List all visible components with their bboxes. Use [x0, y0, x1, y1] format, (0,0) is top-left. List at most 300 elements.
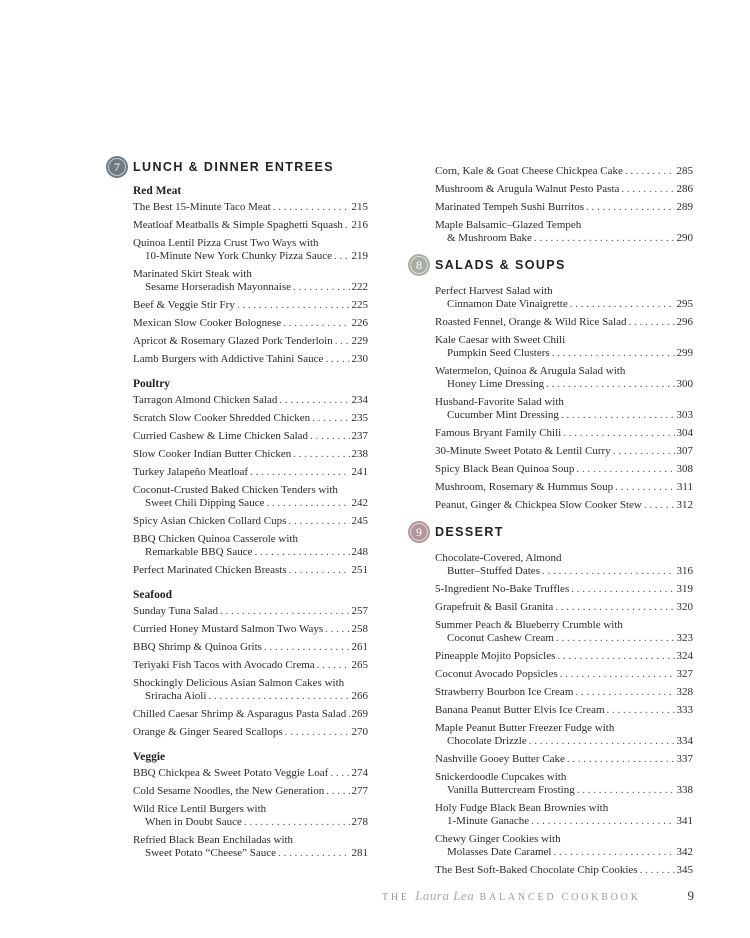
entry-page-number: 285: [676, 165, 693, 177]
entry-last-line: [133, 708, 368, 721]
entry-title-line: Curried Cashew & Lime Chicken Salad: [133, 430, 309, 442]
toc-entry: [133, 297, 368, 315]
entry-title-line: Perfect Marinated Chicken Breasts: [133, 564, 287, 576]
toc-entry: [435, 581, 693, 599]
chapter-title: DESSERT: [435, 525, 504, 539]
entry-last-line: [435, 347, 693, 360]
dot-leader: [237, 299, 350, 312]
entry-page-number: 230: [351, 353, 368, 365]
chapter-header: [408, 254, 693, 276]
entry-page-number: 258: [351, 623, 368, 635]
entry-title-line: Butter–Stuffed Dates: [447, 565, 540, 577]
entry-page-number: 328: [676, 686, 693, 698]
entry-page-number: 345: [676, 864, 693, 876]
dot-leader: [325, 623, 349, 636]
entry-page-number: 338: [676, 784, 693, 796]
entry-last-line: [435, 650, 693, 663]
toc-entry: [435, 181, 693, 199]
entry-page-number: 308: [676, 463, 693, 475]
entry-last-line: [133, 564, 368, 577]
dot-leader: [621, 183, 674, 196]
entry-title-line: 1-Minute Ganache: [447, 815, 530, 827]
dot-leader: [529, 735, 675, 748]
entry-last-line: [133, 641, 368, 654]
entry-title-line: Spicy Black Bean Quinoa Soup: [435, 463, 575, 475]
entry-last-line: [133, 546, 368, 559]
toc-entry: [133, 315, 368, 333]
toc-entry: [435, 720, 693, 751]
entry-page-number: 289: [676, 201, 693, 213]
dot-leader: [289, 564, 350, 577]
entry-last-line: [133, 317, 368, 330]
entry-page-number: 333: [676, 704, 693, 716]
entry-page-number: 234: [351, 394, 368, 406]
dot-leader: [577, 784, 675, 797]
toc-entry: [133, 783, 368, 801]
toc-entry: [435, 831, 693, 862]
section-title: Poultry: [133, 378, 171, 390]
chapter-number-badge: 7: [106, 156, 128, 178]
entry-page-number: 241: [351, 466, 368, 478]
toc-entry: [435, 497, 693, 515]
toc-entry: [133, 266, 368, 297]
entry-title-line: Beef & Veggie Stir Fry: [133, 299, 235, 311]
toc-entry: [435, 461, 693, 479]
toc-entry: [435, 800, 693, 831]
dot-leader: [273, 201, 350, 214]
entry-last-line: [133, 299, 368, 312]
entry-last-line: [435, 481, 693, 494]
entry-title-line: Molasses Date Caramel: [447, 846, 552, 858]
dot-leader: [567, 753, 675, 766]
toc-entry: [133, 801, 368, 832]
toc-entry: [133, 410, 368, 428]
dot-leader: [334, 250, 350, 263]
dot-leader: [348, 708, 349, 721]
entry-last-line: [435, 632, 693, 645]
chapter-number-badge: 9: [408, 521, 430, 543]
entry-page-number: 300: [676, 378, 693, 390]
entry-page-number: 270: [351, 726, 368, 738]
toc-entry: [435, 769, 693, 800]
entry-title-line: Summer Peach & Blueberry Crumble with: [435, 619, 623, 631]
entry-page-number: 235: [351, 412, 368, 424]
dot-leader: [264, 641, 350, 654]
entry-page-number: 245: [351, 515, 368, 527]
toc-section: [108, 185, 368, 369]
entry-last-line: [133, 353, 368, 366]
entry-title-line: Honey Lime Dressing: [447, 378, 545, 390]
entry-page-number: 341: [676, 815, 693, 827]
dot-leader: [325, 353, 349, 366]
toc-entry: [435, 283, 693, 314]
entry-last-line: [435, 846, 693, 859]
dot-leader: [552, 347, 675, 360]
toc-entry: [435, 550, 693, 581]
entry-last-line: [435, 735, 693, 748]
dot-leader: [266, 497, 349, 510]
toc-entry: [435, 394, 693, 425]
entry-page-number: 303: [676, 409, 693, 421]
entry-last-line: [133, 847, 368, 860]
entry-title-line: Chilled Caesar Shrimp & Asparagus Pasta Salad: [133, 708, 347, 720]
toc-entry: [133, 562, 368, 580]
toc-entry: [133, 333, 368, 351]
entry-page-number: 237: [351, 430, 368, 442]
dot-leader: [563, 427, 674, 440]
section-title: Seafood: [133, 589, 172, 601]
entry-page-number: 316: [676, 565, 693, 577]
toc-entry: [435, 666, 693, 684]
entry-last-line: [435, 427, 693, 440]
entry-title-line: Quinoa Lentil Pizza Crust Two Ways with: [133, 237, 319, 249]
entry-last-line: [133, 785, 368, 798]
entry-last-line: [435, 686, 693, 699]
entry-last-line: [133, 515, 368, 528]
dot-leader: [560, 668, 675, 681]
entry-last-line: [435, 583, 693, 596]
entry-title-line: Strawberry Bourbon Ice Cream: [435, 686, 574, 698]
toc-entry: [133, 464, 368, 482]
entry-last-line: [435, 864, 693, 877]
entry-title-line: Kale Caesar with Sweet Chili: [435, 334, 566, 346]
entry-page-number: 327: [676, 668, 693, 680]
entry-last-line: [133, 497, 368, 510]
entry-title-line: Sesame Horseradish Mayonnaise: [145, 281, 292, 293]
dot-leader: [607, 704, 675, 717]
entry-page-number: 312: [676, 499, 693, 511]
toc-entry: [133, 446, 368, 464]
entry-page-number: 215: [351, 201, 368, 213]
entry-page-number: 307: [676, 445, 693, 457]
entry-title-line: Perfect Harvest Salad with: [435, 285, 553, 297]
entry-title-line: Coconut Cashew Cream: [447, 632, 554, 644]
dot-leader: [542, 565, 675, 578]
toc-entry: [435, 199, 693, 217]
toc-entry: [133, 392, 368, 410]
entry-title-line: Cucumber Mint Dressing: [447, 409, 559, 421]
toc-entry: [133, 513, 368, 531]
toc-entry: [133, 351, 368, 369]
dot-leader: [553, 846, 674, 859]
page-number: 9: [687, 888, 694, 903]
entry-last-line: [435, 409, 693, 422]
entry-page-number: 334: [676, 735, 693, 747]
toc-entry: [435, 702, 693, 720]
entry-title-line: Peanut, Ginger & Chickpea Slow Cooker Stew: [435, 499, 642, 511]
entry-title-line: Maple Balsamic–Glazed Tempeh: [435, 219, 582, 231]
book-title: [382, 888, 641, 904]
toc-entry: [435, 862, 693, 880]
continued-entries: [410, 163, 693, 248]
entry-title-line: Husband-Favorite Salad with: [435, 396, 564, 408]
toc-entry: [435, 599, 693, 617]
entry-page-number: 323: [676, 632, 693, 644]
entry-last-line: [133, 201, 368, 214]
toc-entry: [435, 363, 693, 394]
dot-leader: [625, 165, 675, 178]
entry-title-line: Sweet Potato “Cheese” Sauce: [145, 847, 277, 859]
entry-page-number: 296: [676, 316, 693, 328]
entry-page-number: 229: [351, 335, 368, 347]
dot-leader: [644, 499, 675, 512]
dot-leader: [546, 378, 674, 391]
entry-title-line: The Best 15-Minute Taco Meat: [133, 201, 271, 213]
dot-leader: [575, 686, 674, 699]
entry-title-line: Curried Honey Mustard Salmon Two Ways: [133, 623, 324, 635]
entry-last-line: [133, 466, 368, 479]
dot-leader: [310, 430, 349, 443]
entry-last-line: [435, 753, 693, 766]
entry-title-line: Chocolate-Covered, Almond: [435, 552, 562, 564]
entry-title-line: Nashville Gooey Butter Cake: [435, 753, 565, 765]
entry-title-line: Marinated Tempeh Sushi Burritos: [435, 201, 585, 213]
entry-last-line: [133, 726, 368, 739]
chapter-sections: [108, 185, 368, 863]
entry-title-line: BBQ Chickpea & Sweet Potato Veggie Loaf: [133, 767, 329, 779]
entry-last-line: [133, 281, 368, 294]
entry-title-line: Teriyaki Fish Tacos with Avocado Crema: [133, 659, 315, 671]
entry-title-line: & Mushroom Bake: [447, 232, 532, 244]
dot-leader: [531, 815, 674, 828]
entry-page-number: 266: [351, 690, 368, 702]
entry-title-line: Mexican Slow Cooker Bolognese: [133, 317, 282, 329]
entry-title-line: Coconut-Crusted Baked Chicken Tenders with: [133, 484, 338, 496]
entry-title-line: Sweet Chili Dipping Sauce: [145, 497, 265, 509]
entry-last-line: [435, 298, 693, 311]
entry-last-line: [435, 668, 693, 681]
entry-title-line: Cinnamon Date Vinaigrette: [447, 298, 568, 310]
dot-leader: [255, 546, 350, 559]
entry-last-line: [133, 623, 368, 636]
toc-entry: [133, 603, 368, 621]
entry-title-line: Wild Rice Lentil Burgers with: [133, 803, 267, 815]
entry-page-number: 222: [351, 281, 368, 293]
entry-title-line: Vanilla Buttercream Frosting: [447, 784, 575, 796]
entry-last-line: [133, 250, 368, 263]
entry-page-number: 295: [676, 298, 693, 310]
entry-page-number: 269: [351, 708, 368, 720]
entry-last-line: [435, 316, 693, 329]
toc-entry: [133, 531, 368, 562]
dot-leader: [576, 463, 674, 476]
chapter-title: SALADS & SOUPS: [435, 258, 566, 272]
section-title: Red Meat: [133, 185, 182, 197]
entry-title-line: 10-Minute New York Chunky Pizza Sauce: [145, 250, 332, 262]
entry-title-line: Apricot & Rosemary Glazed Pork Tenderloin: [133, 335, 333, 347]
entry-last-line: [133, 335, 368, 348]
entry-page-number: 277: [351, 785, 368, 797]
entry-title-line: 30-Minute Sweet Potato & Lentil Curry: [435, 445, 611, 457]
toc-entry: [435, 648, 693, 666]
toc-entry: [133, 639, 368, 657]
entry-page-number: 311: [676, 481, 693, 493]
entry-page-number: 261: [351, 641, 368, 653]
toc-entry: [133, 706, 368, 724]
toc-left-column: [108, 156, 368, 863]
chapter-header: [408, 521, 693, 543]
entry-title-line: Scratch Slow Cooker Shredded Chicken: [133, 412, 311, 424]
entry-last-line: [435, 815, 693, 828]
toc-entry: [435, 217, 693, 248]
entry-title-line: Shockingly Delicious Asian Salmon Cakes with: [133, 677, 345, 689]
toc-entry: [133, 657, 368, 675]
entry-last-line: [435, 378, 693, 391]
book-title-prefix: THE: [382, 892, 410, 903]
toc-entry: [133, 724, 368, 742]
entry-title-line: Corn, Kale & Goat Cheese Chickpea Cake: [435, 165, 623, 177]
toc-entry: [435, 314, 693, 332]
entry-page-number: 225: [351, 299, 368, 311]
dot-leader: [250, 466, 349, 479]
toc-section: [108, 751, 368, 863]
entry-last-line: [435, 201, 693, 214]
toc-entry: [133, 199, 368, 217]
entry-last-line: [435, 445, 693, 458]
entry-title-line: Watermelon, Quinoa & Arugula Salad with: [435, 365, 626, 377]
entry-last-line: [133, 605, 368, 618]
dot-leader: [293, 448, 349, 461]
entry-page-number: 265: [351, 659, 368, 671]
entry-title-line: When in Doubt Sauce: [145, 816, 242, 828]
dot-leader: [586, 201, 674, 214]
dot-leader: [317, 659, 350, 672]
entry-page-number: 219: [351, 250, 368, 262]
entry-page-number: 278: [351, 816, 368, 828]
dot-leader: [557, 650, 674, 663]
entry-title-line: Marinated Skirt Steak with: [133, 268, 252, 280]
entry-title-line: BBQ Shrimp & Quinoa Grits: [133, 641, 262, 653]
entry-title-line: 5-Ingredient No-Bake Truffles: [435, 583, 570, 595]
entry-last-line: [435, 232, 693, 245]
toc-entry: [133, 675, 368, 706]
dot-leader: [283, 317, 349, 330]
entry-title-line: Slow Cooker Indian Butter Chicken: [133, 448, 292, 460]
dot-leader: [345, 219, 350, 232]
toc-section: [108, 589, 368, 742]
entry-last-line: [133, 816, 368, 829]
entry-page-number: 257: [351, 605, 368, 617]
entry-title-line: Sriracha Aioli: [145, 690, 207, 702]
toc-entry: [133, 621, 368, 639]
dot-leader: [279, 394, 349, 407]
entry-title-line: Holy Fudge Black Bean Brownies with: [435, 802, 609, 814]
dot-leader: [208, 690, 349, 703]
entry-page-number: 238: [351, 448, 368, 460]
toc-entry: [133, 765, 368, 783]
entry-title-line: Refried Black Bean Enchiladas with: [133, 834, 294, 846]
entry-title-line: Grapefruit & Basil Granita: [435, 601, 554, 613]
entry-page-number: 320: [676, 601, 693, 613]
entry-title-line: Pumpkin Seed Clusters: [447, 347, 550, 359]
dot-leader: [561, 409, 675, 422]
dot-leader: [615, 481, 675, 494]
entry-title-line: The Best Soft-Baked Chocolate Chip Cookies: [435, 864, 638, 876]
entry-page-number: 281: [351, 847, 368, 859]
entry-last-line: [435, 183, 693, 196]
entry-title-line: Famous Bryant Family Chili: [435, 427, 562, 439]
toc-entry: [133, 235, 368, 266]
toc-right-column: [410, 163, 693, 880]
entry-page-number: 337: [676, 753, 693, 765]
entry-title-line: Snickerdoodle Cupcakes with: [435, 771, 567, 783]
entry-last-line: [435, 463, 693, 476]
entry-title-line: Sunday Tuna Salad: [133, 605, 218, 617]
chapter-number-badge: 8: [408, 254, 430, 276]
entry-title-line: Mushroom & Arugula Walnut Pesto Pasta: [435, 183, 620, 195]
chapter-title: LUNCH & DINNER ENTREES: [133, 160, 334, 174]
dot-leader: [570, 298, 675, 311]
entry-last-line: [133, 659, 368, 672]
dot-leader: [278, 847, 349, 860]
entry-title-line: Tarragon Almond Chicken Salad: [133, 394, 278, 406]
dot-leader: [293, 281, 349, 294]
section-title: Veggie: [133, 751, 166, 763]
entry-page-number: 324: [676, 650, 693, 662]
dot-leader: [571, 583, 674, 596]
entry-last-line: [133, 448, 368, 461]
entry-title-line: BBQ Chicken Quinoa Casserole with: [133, 533, 298, 545]
entry-page-number: 274: [351, 767, 368, 779]
entry-last-line: [133, 219, 368, 232]
dot-leader: [330, 767, 349, 780]
toc-entry: [435, 425, 693, 443]
entry-last-line: [435, 601, 693, 614]
entry-last-line: [435, 165, 693, 178]
entry-page-number: 290: [676, 232, 693, 244]
entry-page-number: 299: [676, 347, 693, 359]
entry-title-line: Roasted Fennel, Orange & Wild Rice Salad: [435, 316, 627, 328]
entry-title-line: Chocolate Drizzle: [447, 735, 527, 747]
entry-last-line: [133, 767, 368, 780]
entry-page-number: 242: [351, 497, 368, 509]
entry-last-line: [133, 394, 368, 407]
entry-title-line: Spicy Asian Chicken Collard Cups: [133, 515, 287, 527]
dot-leader: [244, 816, 350, 829]
book-title-script: Laura Lea: [415, 888, 475, 903]
entry-title-line: Mushroom, Rosemary & Hummus Soup: [435, 481, 614, 493]
entry-page-number: 319: [676, 583, 693, 595]
entry-title-line: Chewy Ginger Cookies with: [435, 833, 561, 845]
dot-leader: [640, 864, 675, 877]
entry-last-line: [133, 430, 368, 443]
dot-leader: [312, 412, 349, 425]
toc-entry: [133, 482, 368, 513]
toc-entry: [435, 684, 693, 702]
entry-last-line: [133, 690, 368, 703]
toc-entry: [435, 332, 693, 363]
dot-leader: [326, 785, 349, 798]
dot-leader: [220, 605, 350, 618]
toc-entry: [133, 428, 368, 446]
entry-title-line: Lamb Burgers with Addictive Tahini Sauce: [133, 353, 324, 365]
dot-leader: [335, 335, 350, 348]
chapter-header: [106, 156, 368, 178]
toc-section: [108, 378, 368, 580]
entry-last-line: [435, 784, 693, 797]
entry-title-line: Meatloaf Meatballs & Simple Spaghetti Squash: [133, 219, 343, 231]
page-footer: [382, 886, 694, 906]
toc-entry: [435, 751, 693, 769]
entry-last-line: [133, 412, 368, 425]
dot-leader: [613, 445, 675, 458]
toc-entry: [133, 217, 368, 235]
entry-last-line: [435, 565, 693, 578]
entry-page-number: 304: [676, 427, 693, 439]
entry-title-line: Orange & Ginger Seared Scallops: [133, 726, 283, 738]
entry-title-line: Maple Peanut Butter Freezer Fudge with: [435, 722, 615, 734]
entry-page-number: 226: [351, 317, 368, 329]
